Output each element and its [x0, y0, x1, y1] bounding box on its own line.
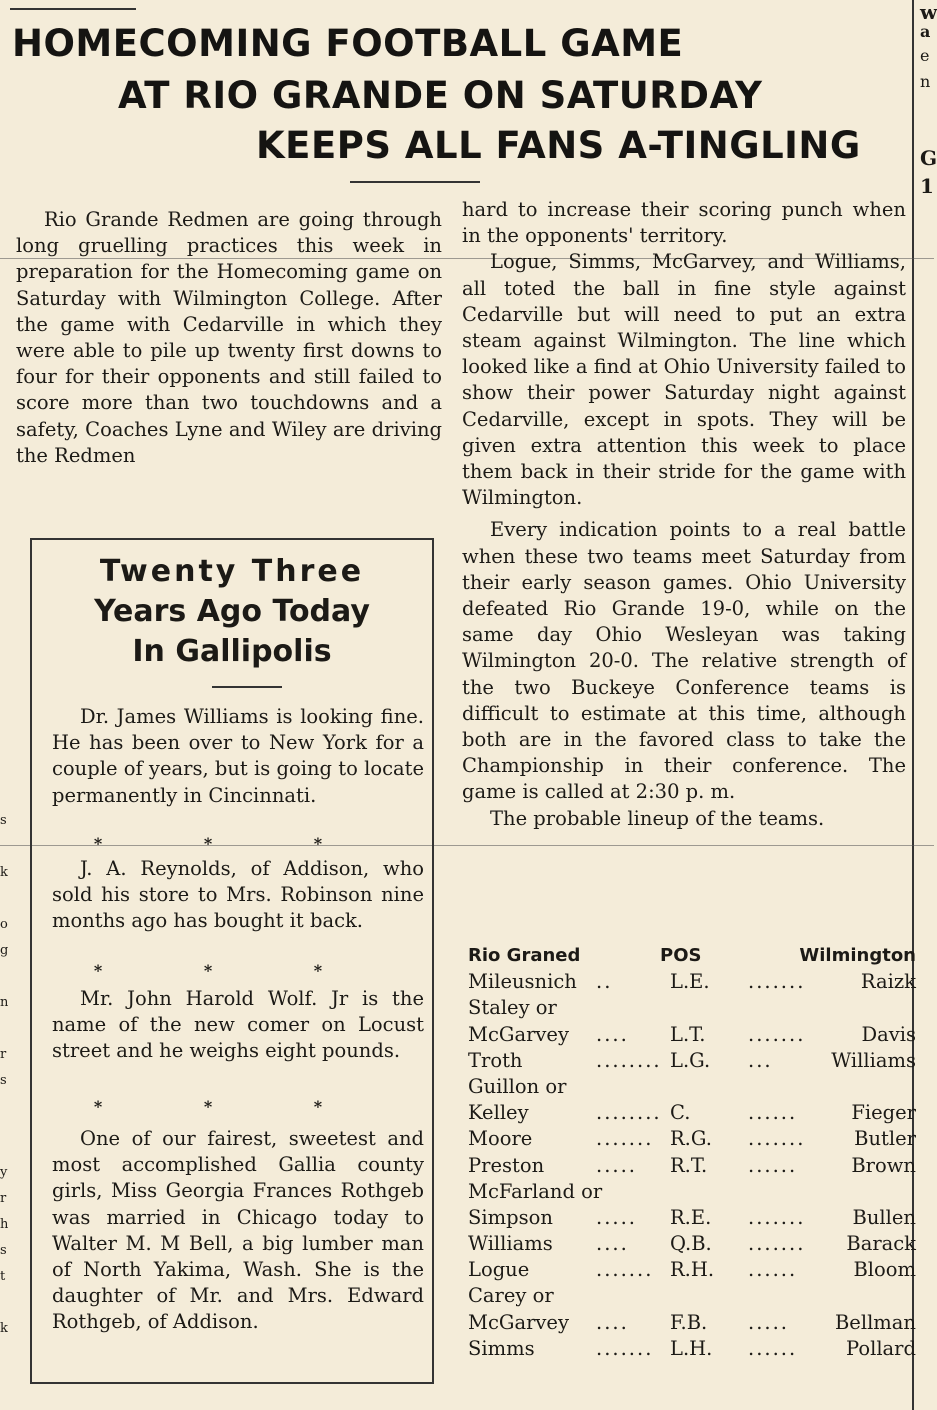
leader-dots: ....... — [596, 1258, 654, 1282]
top-rule — [10, 8, 136, 10]
lineup-row — [468, 1205, 916, 1231]
leader-dots: ....... — [748, 970, 806, 994]
lineup-rows — [468, 969, 916, 1362]
separator-stars: * * * — [93, 961, 371, 980]
leader-dots: ........ — [596, 1048, 662, 1072]
leader-dots: ....... — [596, 1336, 654, 1360]
opponent-name: Fieger — [851, 1101, 916, 1125]
box-title-line-1: Twenty Three — [99, 554, 365, 589]
lineup-row — [468, 969, 916, 995]
opponent-name: Williams — [831, 1048, 916, 1072]
player-position: R.T. — [670, 1153, 708, 1177]
leader-dots: ....... — [748, 1022, 806, 1046]
player-name: Kelley — [468, 1101, 529, 1125]
edge-fragment: k — [0, 1321, 8, 1336]
edge-fragment: a — [920, 22, 931, 41]
box-item — [52, 704, 424, 809]
box-item — [52, 986, 424, 1065]
lineup-row — [468, 1257, 916, 1283]
lineup-row — [468, 1283, 916, 1309]
edge-fragment: g — [0, 943, 9, 958]
box-title-line-3: In Gallipolis — [132, 634, 332, 669]
player-position: L.G. — [670, 1048, 711, 1072]
lineup-row — [468, 1179, 916, 1205]
position-header: POS — [660, 945, 702, 966]
leader-dots: ........ — [596, 1101, 662, 1125]
lineup-row — [468, 1126, 916, 1152]
player-position: L.H. — [670, 1336, 713, 1360]
player-position: R.E. — [670, 1205, 712, 1229]
edge-fragment: n — [920, 72, 931, 91]
edge-fragment: G — [920, 146, 937, 170]
box-item-text: Mr. John Harold Wolf. Jr is the name of the new comer on Locust street and he weighs eight pounds. — [52, 987, 424, 1063]
headline-rule — [350, 181, 480, 183]
player-position: L.E. — [670, 970, 710, 994]
opponent-name: Butler — [854, 1127, 916, 1151]
player-name: Moore — [468, 1127, 533, 1151]
headline-line-2: AT RIO GRANDE ON SATURDAY — [118, 74, 763, 117]
edge-fragment: s — [0, 1243, 7, 1258]
article-paragraph: Rio Grande Redmen are going through long gruelling practices this week in preparation for the Homecoming game on Saturday with Wilmington College. After the game with Cedarville in which they were able to pile up twenty first downs to four for their opponents and still failed to score more than two touchdowns and a safety, Coaches Lyne and Wiley are driving the Redmen — [16, 208, 442, 467]
lineup-table — [468, 943, 916, 1362]
article-right-column — [462, 197, 906, 832]
lineup-row — [468, 995, 916, 1021]
leader-dots: ..... — [748, 1310, 789, 1334]
player-name: Simpson — [468, 1205, 553, 1229]
team1-header: Rio Graned — [468, 945, 581, 966]
opponent-name: Bellman — [834, 1310, 916, 1334]
leader-dots: ... — [748, 1048, 773, 1072]
lineup-row — [468, 1022, 916, 1048]
box-item — [52, 1126, 424, 1336]
player-name: McFarland or — [468, 1179, 603, 1203]
player-name: Logue — [468, 1258, 530, 1282]
edge-fragment: 1 — [920, 174, 934, 198]
lineup-header — [468, 943, 916, 969]
box-title-rule — [212, 686, 282, 688]
lineup-row — [468, 1074, 916, 1100]
opponent-name: Raizk — [860, 970, 916, 994]
leader-dots: ...... — [748, 1153, 798, 1177]
article-paragraph: Every indication points to a real battle when these two teams meet Saturday from their early season games. Ohio University defeated Rio Grande 19-0, while on the same day Ohio Wesleyan was taking Wilmington 20-0. The relative strength of the two Buckeye Conference teams is difficult to estimate at this time, although both are in the favored class to take the Championship in their conference. The game is called at 2:30 p. m. — [462, 518, 906, 804]
player-position: R.H. — [670, 1258, 715, 1282]
headline-line-1: HOMECOMING FOOTBALL GAME — [12, 22, 684, 65]
player-position: R.G. — [670, 1127, 712, 1151]
player-name: Williams — [468, 1232, 553, 1256]
opponent-name: Barack — [846, 1232, 916, 1256]
leader-dots: ...... — [748, 1336, 798, 1360]
lineup-intro: The probable lineup of the teams. — [490, 806, 825, 830]
edge-fragment: h — [0, 1217, 9, 1232]
box-item — [52, 856, 424, 935]
article-left-column — [16, 207, 442, 469]
edge-fragment: s — [0, 813, 7, 828]
leader-dots: .... — [596, 1022, 629, 1046]
player-position: L.T. — [670, 1022, 706, 1046]
leader-dots: ..... — [596, 1153, 637, 1177]
player-name: Troth — [468, 1048, 523, 1072]
opponent-name: Pollard — [846, 1336, 916, 1360]
lineup-row — [468, 1100, 916, 1126]
player-name: Guillon or — [468, 1074, 567, 1098]
player-name: Simms — [468, 1336, 535, 1360]
player-position: C. — [670, 1101, 691, 1125]
box-title-line-2: Years Ago Today — [94, 594, 370, 629]
years-ago-box — [30, 538, 434, 1384]
edge-fragment: e — [920, 46, 930, 65]
lineup-row — [468, 1336, 916, 1362]
opponent-name: Bloom — [853, 1258, 916, 1282]
player-name: McGarvey — [468, 1310, 569, 1334]
leader-dots: ....... — [748, 1127, 806, 1151]
leader-dots: ..... — [596, 1205, 637, 1229]
player-name: Carey or — [468, 1284, 554, 1308]
box-item-text: J. A. Reynolds, of Addison, who sold his store to Mrs. Robinson nine months ago has bought it back. — [52, 857, 424, 933]
edge-fragment: y — [0, 1165, 8, 1180]
player-name: Mileusnich — [468, 970, 577, 994]
edge-fragment: r — [0, 1191, 7, 1206]
lineup-row — [468, 1310, 916, 1336]
player-name: Preston — [468, 1153, 545, 1177]
lineup-row — [468, 1153, 916, 1179]
player-position: F.B. — [670, 1310, 708, 1334]
box-item-text: Dr. James Williams is looking fine. He has been over to New York for a couple of years, but is going to locate permanently in Cincinnati. — [52, 705, 424, 807]
opponent-name: Brown — [851, 1153, 916, 1177]
edge-fragment: k — [0, 865, 8, 880]
headline-line-3: KEEPS ALL FANS A-TINGLING — [256, 124, 861, 167]
opponent-name: Davis — [861, 1022, 916, 1046]
lineup-row — [468, 1048, 916, 1074]
leader-dots: .. — [596, 970, 613, 994]
opponent-name: Bullen — [852, 1205, 916, 1229]
player-position: Q.B. — [670, 1232, 712, 1256]
article-paragraph: Logue, Simms, McGarvey, and Williams, all toted the ball in fine style against Cedarville but will need to put an extra steam against Wilmington. The line which looked like a find at Ohio University failed to show their power Saturday night against Cedarville, except in spots. They will be given extra attention this week to place them back in their stride for the game with Wilmington. — [462, 250, 906, 510]
leader-dots: ...... — [748, 1258, 798, 1282]
box-item-text: One of our fairest, sweetest and most accomplished Gallia county girls, Miss Georgia Frances Rothgeb was married in Chicago today to Walter M. M Bell, a big lumber man of North Yakima, Wash. She is the daughter of Mr. and Mrs. Edward Rothgeb, of Addison. — [52, 1127, 424, 1334]
edge-fragment: n — [0, 995, 9, 1010]
separator-stars: * * * — [93, 834, 371, 853]
edge-fragment: r — [0, 1047, 7, 1062]
player-name: Staley or — [468, 996, 557, 1020]
player-name: McGarvey — [468, 1022, 569, 1046]
edge-fragment: t — [0, 1269, 6, 1284]
edge-fragment: s — [0, 1073, 7, 1088]
lineup-row — [468, 1231, 916, 1257]
leader-dots: ...... — [748, 1101, 798, 1125]
leader-dots: ....... — [748, 1232, 806, 1256]
leader-dots: ....... — [748, 1205, 806, 1229]
article-paragraph: hard to increase their scoring punch when in the opponents' territory. — [462, 198, 906, 248]
team2-header: Wilmington — [799, 945, 916, 966]
leader-dots: ....... — [596, 1127, 654, 1151]
edge-fragment: w — [920, 0, 937, 24]
separator-stars: * * * — [93, 1097, 371, 1116]
leader-dots: .... — [596, 1310, 629, 1334]
leader-dots: .... — [596, 1232, 629, 1256]
edge-fragment: o — [0, 917, 8, 932]
